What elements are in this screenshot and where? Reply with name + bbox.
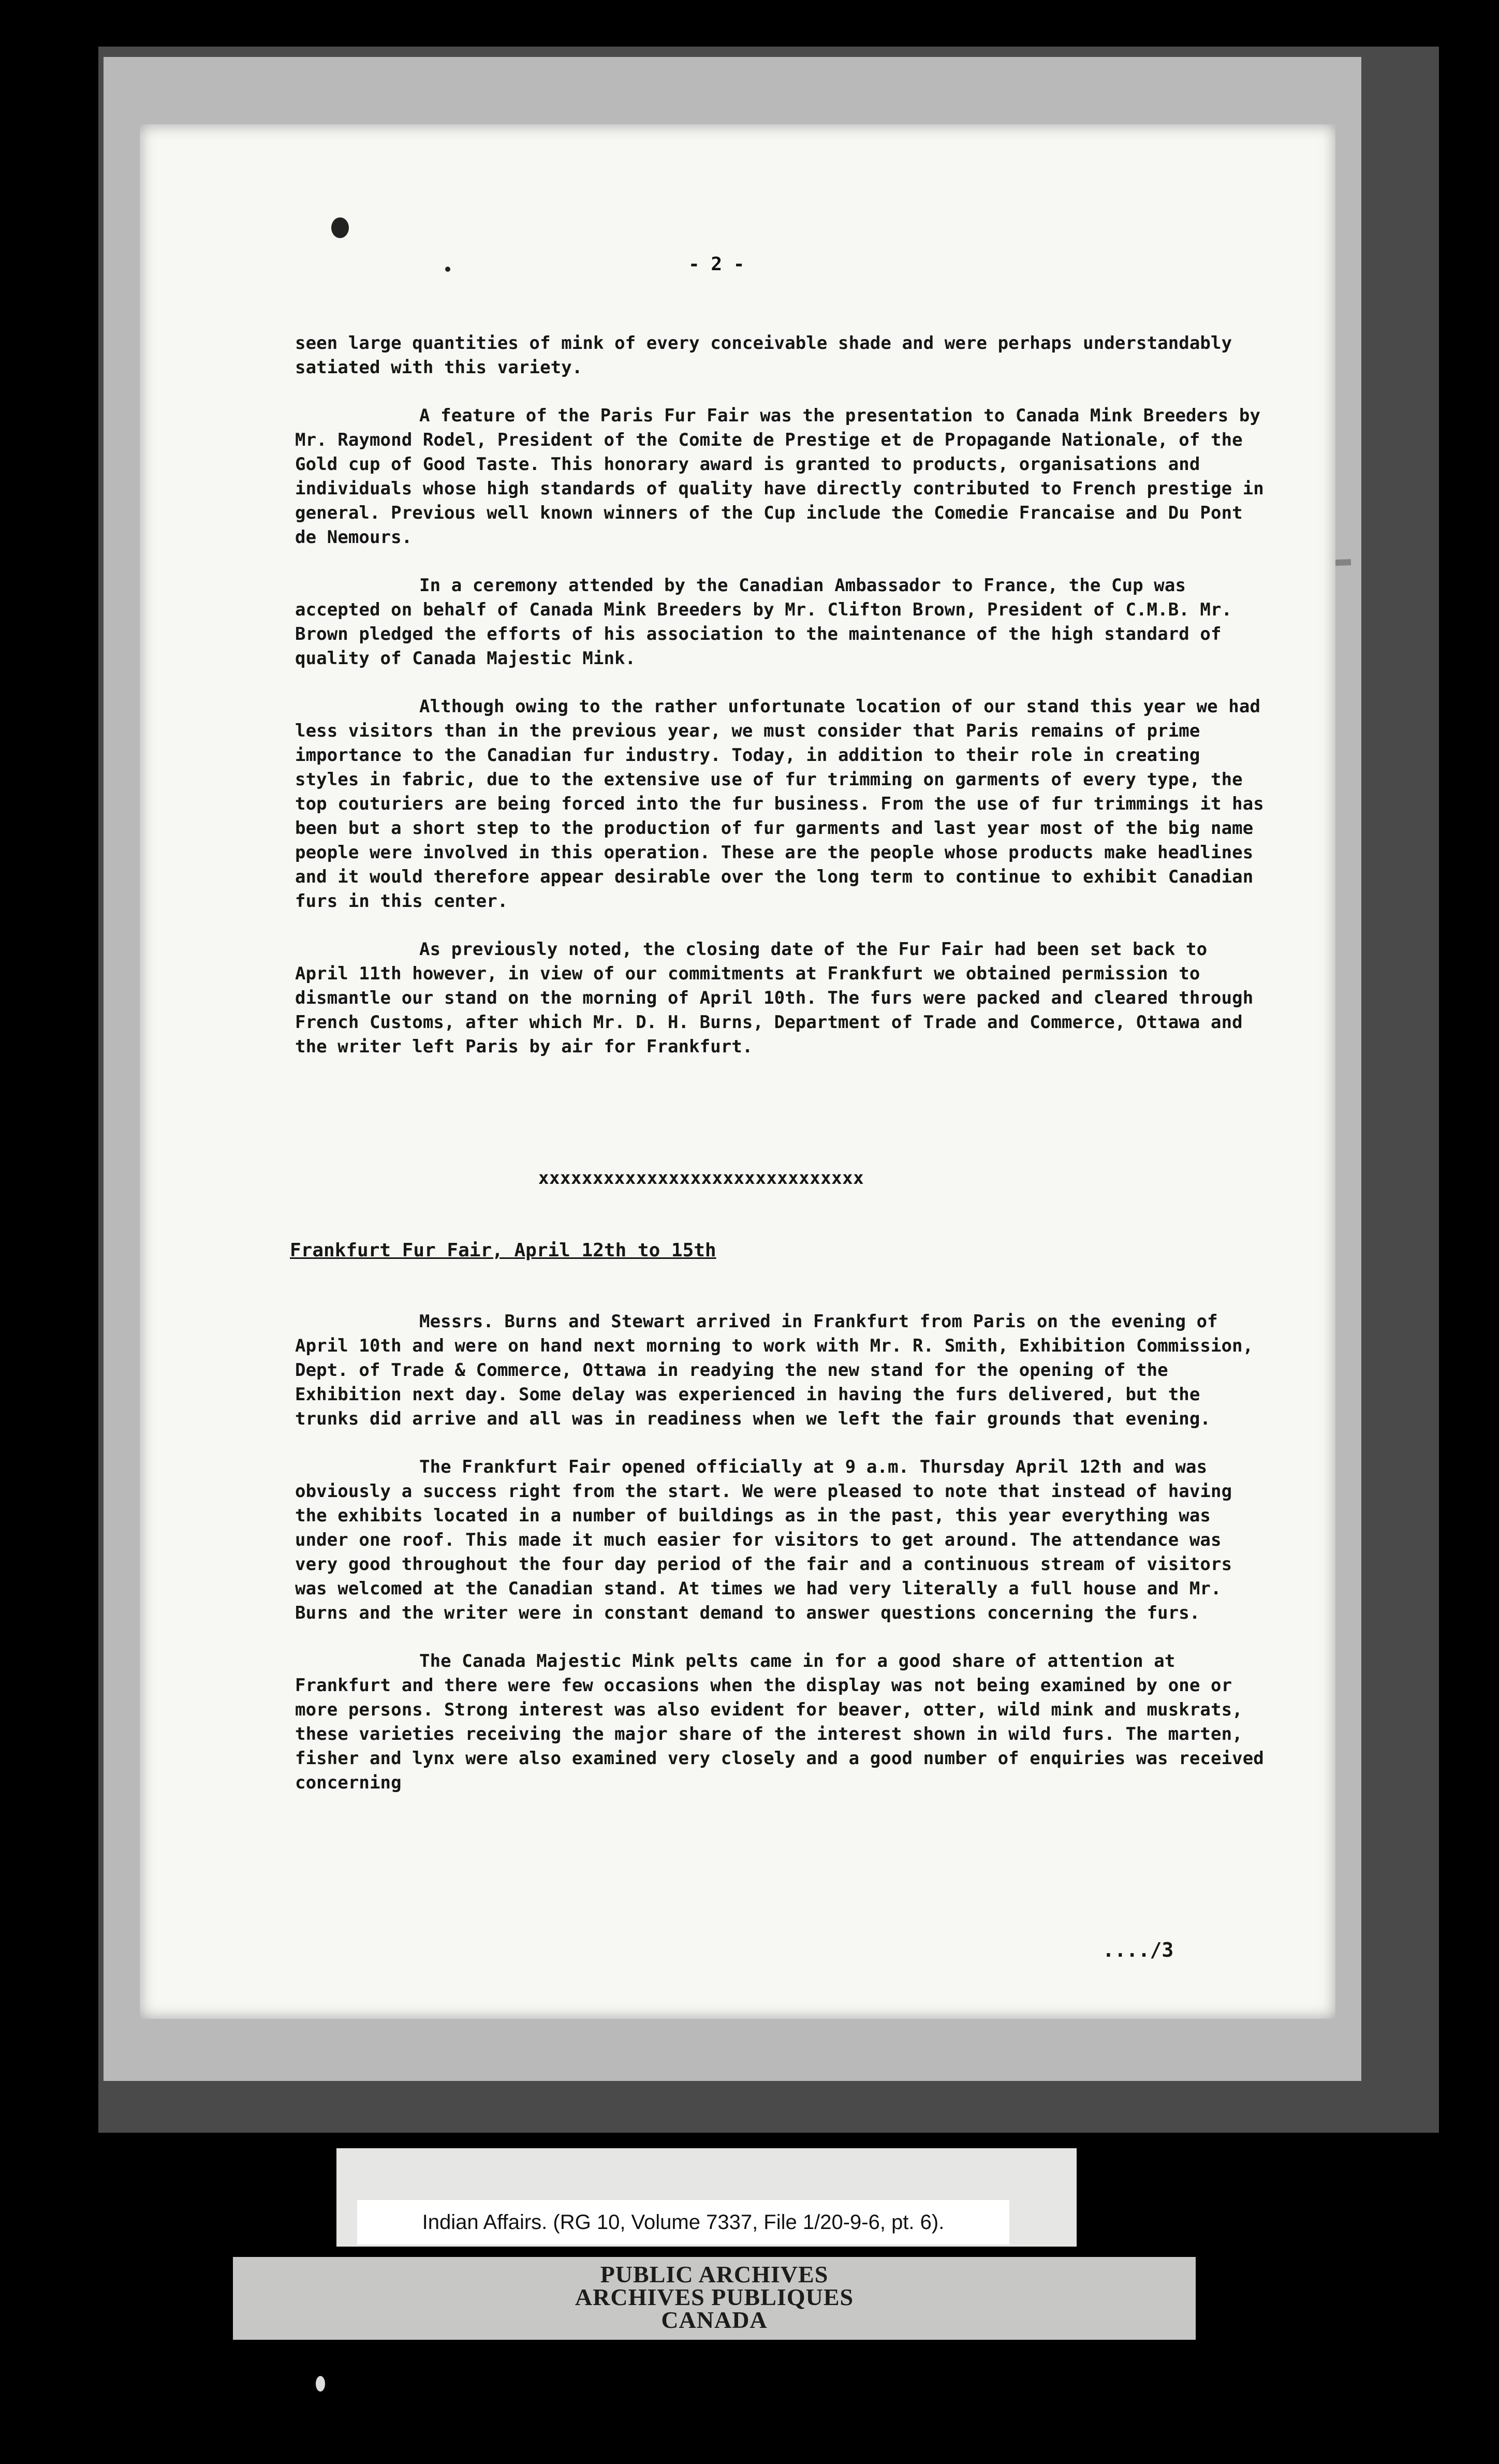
paragraph: A feature of the Paris Fur Fair was the presentation to Canada Mink Breeders by Mr. Raymond Rodel, President of the Comite de Prestige et de Propagande Nationale, of the Gold cup of Good Taste. This honorary award is granted to products, organisations and individuals whose high standards of quality have directly contributed to French prestige in general. Previous well known winners of the Cup include the Comedie Francaise and Du Pont de Nemours.	[295, 405, 1264, 548]
section-heading: Frankfurt Fur Fair, April 12th to 15th	[290, 1240, 716, 1261]
film-speck	[331, 217, 349, 238]
paragraph: The Frankfurt Fair opened officially at 9 a.m. Thursday April 12th and was obviously a success right from the start. We were pleased to note that instead of having the exhibits located in a number of buildings as in the past, this year everything was under one roof. This made it much easier for visitors to get around. The attendance was very good throughout the four day period of the fair and a continuous stream of visitors was welcomed at the Canadian stand. At times we had very literally a full house and Mr. Burns and the writer were in constant demand to answer questions concerning the furs.	[295, 1457, 1232, 1623]
stamp-line: CANADA	[661, 2307, 768, 2333]
archive-reference-text: Indian Affairs. (RG 10, Volume 7337, File 1/20-9-6, pt. 6).	[422, 2210, 945, 2234]
continuation-marker: ..../3	[1103, 1939, 1174, 1961]
paragraph: seen large quantities of mink of every conceivable shade and were perhaps understandably satiated with this variety.	[295, 333, 1232, 378]
body-text-paris	[295, 331, 1268, 1083]
paragraph: As previously noted, the closing date of the Fur Fair had been set back to April 11th however, in view of our commitments at Frankfurt we obtained permission to dismantle our stand on the morning of April 10th. The furs were packed and cleared through French Customs, after which Mr. D. H. Burns, Department of Trade and Commerce, Ottawa and the writer left Paris by air for Frankfurt.	[295, 939, 1254, 1057]
film-speck	[445, 267, 450, 272]
body-text-frankfurt	[295, 1310, 1268, 1819]
paragraph: The Canada Majestic Mink pelts came in for a good share of attention at Frankfurt and there were few occasions when the display was not being examined by one or more persons. Strong interest was also evident for beaver, otter, wild mink and muskrats, these varieties receiving the major share of the interest shown in wild furs. The marten, fisher and lynx were also examined very closely and a good number of enquiries was received concerning	[295, 1651, 1264, 1793]
stamp-line: ARCHIVES PUBLIQUES	[575, 2284, 854, 2310]
page-number: - 2 -	[688, 254, 745, 275]
paragraph: In a ceremony attended by the Canadian Ambassador to France, the Cup was accepted on behalf of Canada Mink Breeders by Mr. Clifton Brown, President of C.M.B. Mr. Brown pledged the efforts of his association to the maintenance of the high standard of quality of Canada Majestic Mink.	[295, 575, 1232, 669]
stamp-line: PUBLIC ARCHIVES	[600, 2261, 829, 2287]
film-speck	[316, 2376, 325, 2392]
section-separator: xxxxxxxxxxxxxxxxxxxxxxxxxxxxxx	[538, 1168, 864, 1189]
archive-reference-tag	[357, 2200, 1009, 2245]
paragraph: Although owing to the rather unfortunate location of our stand this year we had less visitors than in the previous year, we must consider that Paris remains of prime importance to the Canadian fur industry. Today, in addition to their role in creating styles in fabric, due to the extensive use of fur trimming on garments of every type, the top couturiers are being forced into the fur business. From the use of fur trimmings it has been but a short step to the production of fur garments and last year most of the big name people were involved in this operation. These are the people whose products make headlines and it would therefore appear desirable over the long term to continue to exhibit Canadian furs in this center.	[295, 696, 1264, 912]
archive-stamp	[233, 2257, 1196, 2340]
paragraph: Messrs. Burns and Stewart arrived in Frankfurt from Paris on the evening of April 10th and were on hand next morning to work with Mr. R. Smith, Exhibition Commission, Dept. of Trade & Commerce, Ottawa in readying the new stand for the opening of the Exhibition next day. Some delay was experienced in having the furs delivered, but the trunks did arrive and all was in readiness when we left the fair grounds that evening.	[295, 1311, 1254, 1429]
